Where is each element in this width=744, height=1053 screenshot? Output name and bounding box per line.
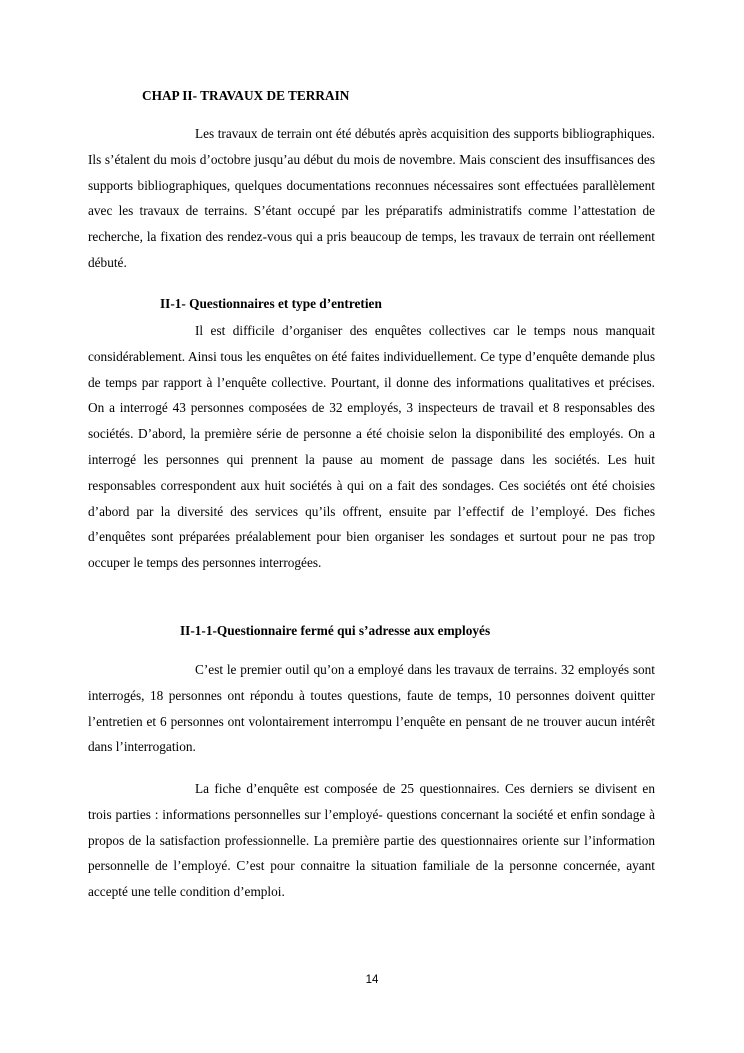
subsection-paragraph-2: La fiche d’enquête est composée de 25 questionnaires. Ces derniers se divisent en trois parties : informations personnelles sur l’employé- questions concernant la société et enfin sondage à propos de la satisfaction professionnelle. La première partie des questionnaires oriente sur l’information personnelle de l’employé. C’est pour connaitre la situation familiale de la personne concernée, ayant accepté une telle condition d’emploi. <box>88 781 655 900</box>
section-paragraph: Il est difficile d’organiser des enquêtes collectives car le temps nous manquait considérablement. Ainsi tous les enquêtes on été faites individuellement. Ce type d’enquête demande plus de temps par rapport à l’enquête collective. Pourtant, il donne des informations qualitatives et précises. On a interrogé 43 personnes composées de 32 employés, 3 inspecteurs de travail et 8 responsables des sociétés. D’abord, la première série de personne a été choisie selon la disponibilité des employés. On a interrogé les personnes qui prennent la pause au moment de passage dans les sociétés. Les huit responsables correspondent aux huit sociétés à qui on a fait des sondages. Ces sociétés ont été choisies d’abord par la diversité des services qu’ils offrent, ensuite par l’effectif de l’employé. Des fiches d’enquêtes sont préparées préalablement pour bien organiser les sondages et surtout pour ne pas trop occuper le temps des personnes interrogées. <box>88 323 655 571</box>
subsection-paragraph-1: C’est le premier outil qu’on a employé dans les travaux de terrains. 32 employés sont interrogés, 18 personnes ont répondu à toutes questions, faute de temps, 10 personnes doivent quitter l’entretien et 6 personnes ont volontairement interrompu l’enquête en pensant de ne trouver aucun intérêt dans l’interrogation. <box>88 662 655 755</box>
chapter-title: CHAP II- TRAVAUX DE TERRAIN <box>142 88 350 103</box>
intro-paragraph: Les travaux de terrain ont été débutés après acquisition des supports bibliographiques. Ils s’étalent du mois d’octobre jusqu’au début du mois de novembre. Mais conscient des insuffisances des supports bibliographiques, quelques documentations reconnues nécessaires sont effectuées parallèlement avec les travaux de terrains. S’étant occupé par les préparatifs administratifs comme l’attestation de recherche, la fixation des rendez-vous qui a pris beaucoup de temps, les travaux de terrain ont réellement débuté. <box>88 126 655 270</box>
section-title: II-1- Questionnaires et type d’entretien <box>160 296 382 311</box>
page-number: 14 <box>365 974 379 986</box>
subsection-title: II-1-1-Questionnaire fermé qui s’adresse aux employés <box>180 623 491 638</box>
